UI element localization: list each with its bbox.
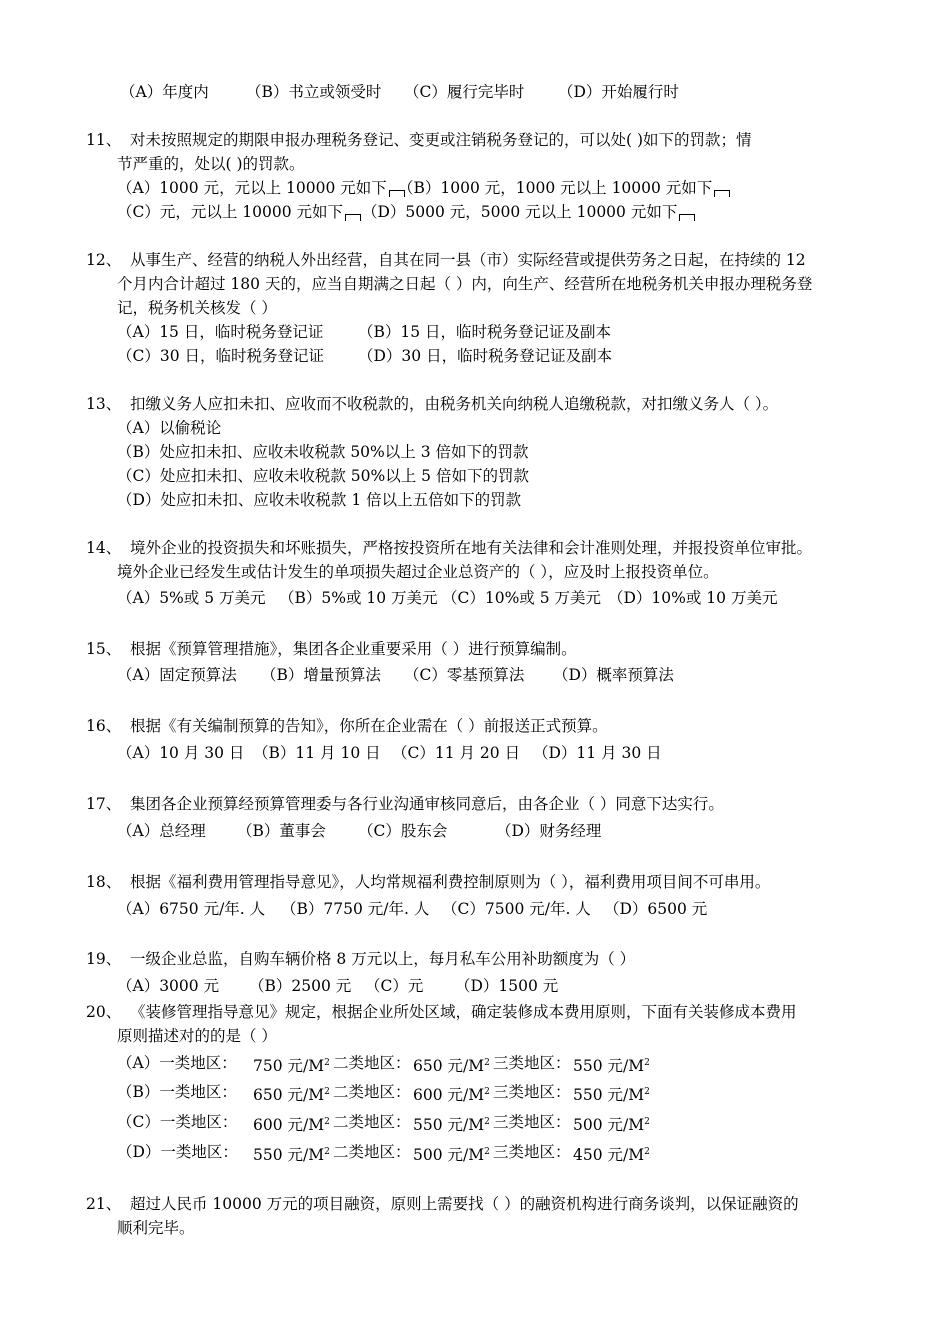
q20-row-label2: 二类地区： [333,1083,411,1101]
q20-row-value3 [573,1053,650,1076]
q20-row-label2: 二类地区： [333,1054,411,1072]
q20-row-label: （D）一类地区： [117,1143,238,1161]
q14-text-line2: 境外企业已经发生或估计发生的单项损失超过企业总资产的（ ），应及时上报投资单位。 [117,563,719,581]
q12-number: 12、 [86,251,122,269]
q18-text-line1: 根据《福利费用管理指导意见》，人均常规福利费控制原则为（ ），福利费用项目间不可串用。 [130,873,771,891]
value-text: 450 元/M [573,1146,645,1164]
q11-option-c-text: （C）元，元以上 10000 元如下 [117,203,344,221]
q10-option-a: （A）年度内 [120,83,209,101]
superscript: 2 [324,1147,330,1157]
q20-row-value3 [573,1112,650,1135]
q12-option-a: （A）15 日，临时税务登记证 [117,323,324,341]
q20-row-value2 [413,1082,490,1105]
q20-row-label: （B）一类地区： [117,1083,237,1101]
q18-number: 18、 [86,873,122,891]
q13-text-line1: 扣缴义务人应扣未扣、应收而不收税款的，由税务机关向纳税人追缴税款，对扣缴义务人（ ）。 [130,395,779,413]
q12-text-line2: 个月内合计超过 180 天的，应当自期满之日起（ ）内，向生产、经营所在地税务机关申报办理税务登 [117,275,813,293]
q20-text-line1: 《装修管理指导意见》规定，根据企业所处区域，确定装修成本费用原则，下面有关装修成本费用 [130,1003,797,1021]
superscript: 2 [644,1087,650,1097]
q11-option-a [117,178,405,198]
q19-option-a: （A）3000 元 [117,977,220,995]
q20-row-value2 [413,1142,490,1165]
q11-option-a-text: （A）1000 元，元以上 10000 元如下 [117,179,387,197]
value-text: 650 元/M [253,1086,325,1104]
q10-option-d: （D）开始履行时 [558,83,679,101]
q20-row-value1 [253,1112,330,1135]
q16-number: 16、 [86,717,122,735]
q10-option-c: （C）履行完毕时 [404,83,525,101]
q11-option-c [117,202,361,222]
q11-option-d [362,202,695,222]
q18-option-a: （A）6750 元/年. 人 [117,900,266,918]
q18-option-c: （C）7500 元/年. 人 [442,900,591,918]
value-text: 500 元/M [573,1116,645,1134]
q14-option-d: （D）10%或 10 万美元 [608,589,778,607]
q17-number: 17、 [86,795,122,813]
q14-text-line1: 境外企业的投资损失和坏账损失，严格按投资所在地有关法律和会计准则处理，并报投资单位审批。 [130,539,813,557]
superscript: 2 [484,1087,490,1097]
superscript: 2 [324,1058,330,1068]
bracket-mark-icon [345,214,361,221]
q12-option-c: （C）30 日，临时税务登记证 [117,347,325,365]
q20-row-label3: 三类地区： [493,1143,571,1161]
q19-option-d: （D）1500 元 [455,977,559,995]
q17-option-a: （A）总经理 [117,822,206,840]
bracket-mark-icon [714,190,730,197]
value-text: 500 元/M [413,1146,485,1164]
superscript: 2 [644,1058,650,1068]
q20-row-label: （C）一类地区： [117,1113,238,1131]
q13-number: 13、 [86,395,122,413]
superscript: 2 [484,1058,490,1068]
q15-text-line1: 根据《预算管理措施》，集团各企业重要采用（ ）进行预算编制。 [130,640,577,658]
q21-text-line1: 超过人民币 10000 万元的项目融资，原则上需要找（ ）的融资机构进行商务谈判，以保证融资的 [130,1195,799,1213]
q10-option-b: （B）书立或领受时 [246,83,382,101]
q13-option-d: （D）处应扣未扣、应收未收税款 1 倍以上五倍如下的罚款 [117,491,522,509]
q19-text-line1: 一级企业总监，自购车辆价格 8 万元以上，每月私车公用补助额度为（ ） [130,950,636,968]
q18-option-d: （D）6500 元 [604,900,708,918]
q15-option-d: （D）概率预算法 [553,666,674,684]
value-text: 550 元/M [253,1146,325,1164]
q19-option-c: （C）元 [365,977,424,995]
q16-option-b: （B）11 月 10 日 [253,744,381,762]
q11-text-line1: 对未按照规定的期限申报办理税务登记、变更或注销税务登记的，可以处( )如下的罚款；情 [130,131,752,149]
q12-option-d: （D）30 日，临时税务登记证及副本 [358,347,613,365]
q20-row-label3: 三类地区： [493,1113,571,1131]
q14-option-b: （B）5%或 10 万美元 [279,589,438,607]
value-text: 600 元/M [413,1086,485,1104]
q20-row-label2: 二类地区： [333,1113,411,1131]
value-text: 550 元/M [413,1116,485,1134]
q17-option-b: （B）董事会 [237,822,326,840]
q15-number: 15、 [86,640,122,658]
q17-option-d: （D）财务经理 [496,822,602,840]
q20-row-value1 [253,1053,330,1076]
superscript: 2 [324,1087,330,1097]
q16-text-line1: 根据《有关编制预算的告知》，你所在企业需在（ ）前报送正式预算。 [130,717,608,735]
superscript: 2 [644,1147,650,1157]
q11-number: 11、 [86,131,122,149]
q20-row-label3: 三类地区： [493,1054,571,1072]
value-text: 600 元/M [253,1116,325,1134]
q20-row-value2 [413,1112,490,1135]
q19-number: 19、 [86,950,122,968]
q13-option-a: （A）以偷税论 [117,419,222,437]
q11-text-line2: 节严重的，处以( )的罚款。 [117,155,305,173]
superscript: 2 [484,1117,490,1127]
q20-number: 20、 [86,1003,122,1021]
q11-option-b-text: （B）1000 元，1000 元以上 10000 元如下 [398,179,713,197]
q20-row-value1 [253,1142,330,1165]
q20-row-label3: 三类地区： [493,1083,571,1101]
q20-row-value2 [413,1053,490,1076]
q15-option-a: （A）固定预算法 [117,666,237,684]
q13-option-c: （C）处应扣未扣、应收未收税款 50%以上 5 倍如下的罚款 [117,467,529,485]
q20-row-value3 [573,1082,650,1105]
value-text: 750 元/M [253,1057,325,1075]
q13-option-b: （B）处应扣未扣、应收未收税款 50%以上 3 倍如下的罚款 [117,443,529,461]
q12-option-b: （B）15 日，临时税务登记证及副本 [358,323,612,341]
q21-text-line2: 顺利完毕。 [117,1219,195,1237]
value-text: 650 元/M [413,1057,485,1075]
q16-option-c: （C）11 月 20 日 [392,744,521,762]
q14-option-c: （C）10%或 5 万美元 [442,589,602,607]
bracket-mark-icon [679,214,695,221]
q16-option-d: （D）11 月 30 日 [533,744,662,762]
q14-number: 14、 [86,539,122,557]
q17-text-line1: 集团各企业预算经预算管理委与各行业沟通审核同意后，由各企业（ ）同意下达实行。 [130,795,724,813]
q20-row-value3 [573,1142,650,1165]
q15-option-b: （B）增量预算法 [261,666,381,684]
q16-option-a: （A）10 月 30 日 [117,744,245,762]
superscript: 2 [484,1147,490,1157]
superscript: 2 [324,1117,330,1127]
q15-option-c: （C）零基预算法 [404,666,525,684]
value-text: 550 元/M [573,1057,645,1075]
superscript: 2 [644,1117,650,1127]
q19-option-b: （B）2500 元 [249,977,352,995]
q12-text-line3: 记，税务机关核发（ ） [117,299,277,317]
q20-row-label: （A）一类地区： [117,1054,237,1072]
q18-option-b: （B）7750 元/年. 人 [281,900,430,918]
q11-option-d-text: （D）5000 元，5000 元以上 10000 元如下 [362,203,678,221]
q20-text-line2: 原则描述对的的是（ ） [117,1027,277,1045]
q21-number: 21、 [86,1195,122,1213]
value-text: 550 元/M [573,1086,645,1104]
q14-option-a: （A）5%或 5 万美元 [117,589,266,607]
q11-option-b [398,178,730,198]
q20-row-label2: 二类地区： [333,1143,411,1161]
q20-row-value1 [253,1082,330,1105]
q17-option-c: （C）股东会 [358,822,448,840]
q12-text-line1: 从事生产、经营的纳税人外出经营，自其在同一县（市）实际经营或提供劳务之日起，在持续的 12 [130,251,806,269]
